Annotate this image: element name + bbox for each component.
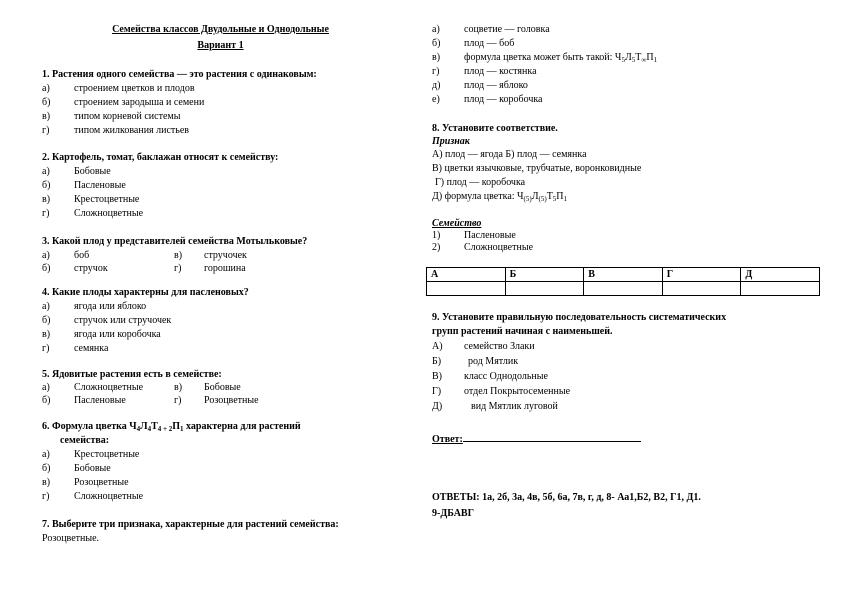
question-7-family: Розоцветные.	[42, 533, 100, 544]
answer-label: Ответ:	[432, 434, 463, 445]
answers-key-line: 9-ДБАВГ	[432, 508, 474, 519]
option: г) плод — костянка	[432, 66, 537, 77]
answers-key-line: ОТВЕТЫ: 1а, 2б, 3а, 4в, 5б, 6а, 7в, г, д, 8- Аа1,Б2, В2, Г1, Д1.	[432, 492, 701, 503]
question-3: 3. Какой плод у представителей семейства Мотыльковые?	[42, 236, 308, 247]
option: в) формула цветка может быть такой: $Ч_5Л_5Т_\infty П_1$	[432, 52, 658, 64]
table-answer-cell[interactable]	[427, 282, 506, 296]
question-9: 9. Установите правильную последовательность систематических	[432, 312, 727, 323]
table-answer-row	[427, 282, 820, 296]
option: а) Бобовые	[42, 166, 111, 177]
option: а) соцветие — головка	[432, 24, 550, 35]
answer-table	[426, 267, 820, 296]
option: в) Розоцветные	[42, 477, 129, 488]
family-item: 1) Пасленовые	[432, 230, 516, 241]
table-header-cell: Д	[741, 268, 820, 282]
option: е) плод — коробочка	[432, 94, 543, 105]
answer-line[interactable]	[463, 431, 641, 442]
feature-label: Признак	[432, 136, 470, 147]
table-header-row	[427, 268, 820, 282]
question-8: 8. Установите соответствие.	[432, 123, 558, 134]
worksheet-variant: Вариант 1	[197, 40, 244, 51]
option-row: а) боб в) стручочек	[42, 250, 247, 261]
option: г) Сложноцветные	[42, 208, 144, 219]
option: в) Крестоцветные	[42, 194, 140, 205]
feature-line: Д) формула цветка: $Ч_{(5)}Л_{(5)}Т_5П_1$	[432, 191, 568, 203]
option: В) класс Однодольные	[432, 371, 548, 382]
table-answer-cell[interactable]	[741, 282, 820, 296]
option: в) ягода или коробочка	[42, 329, 161, 340]
option: в) типом корневой системы	[42, 111, 181, 122]
option-row: б) стручок г) горошина	[42, 263, 246, 274]
option: А) семейство Злаки	[432, 341, 535, 352]
question-9-cont: групп растений начиная с наименьшей.	[432, 326, 613, 337]
option: Б) род Мятлик	[432, 356, 519, 367]
option: а) ягода или яблоко	[42, 301, 147, 312]
question-6: 6. Формула цветка $Ч_4Л_4Т_{4 + 2}П_1$ характерна для растений	[42, 421, 301, 433]
question-2: 2. Картофель, томат, баклажан относят к семейству:	[42, 152, 279, 163]
family-label: Семейство	[432, 218, 482, 229]
option: Г) отдел Покрытосеменные	[432, 386, 571, 397]
option-row: б) Пасленовые г) Розоцветные	[42, 395, 259, 406]
option: Д) вид Мятлик луговой	[432, 401, 558, 412]
feature-line: А) плод — ягода Б) плод — семянка	[432, 149, 587, 160]
option: б) стручок или стручочек	[42, 315, 172, 326]
option: б) Пасленовые	[42, 180, 126, 191]
feature-line: В) цветки язычковые, трубчатые, воронковидные	[432, 163, 642, 174]
option: а) Крестоцветные	[42, 449, 140, 460]
option: а) строением цветков и плодов	[42, 83, 195, 94]
option-row: а) Сложноцветные в) Бобовые	[42, 382, 241, 393]
table-header-cell: В	[584, 268, 663, 282]
table-header-cell: А	[427, 268, 506, 282]
question-4: 4. Какие плоды характерны для пасленовых?	[42, 287, 249, 298]
table-answer-cell[interactable]	[505, 282, 584, 296]
table-answer-cell[interactable]	[584, 282, 663, 296]
question-7: 7. Выберите три признака, характерные для растений семейства:	[42, 519, 339, 530]
family-item: 2) Сложноцветные	[432, 242, 534, 253]
option: д) плод — яблоко	[432, 80, 528, 91]
feature-line: Г) плод — коробочка	[435, 177, 526, 188]
question-5: 5. Ядовитые растения есть в семействе:	[42, 369, 222, 380]
table-header-cell: Б	[505, 268, 584, 282]
option: б) строением зародыша и семени	[42, 97, 205, 108]
option: г) семянка	[42, 343, 109, 354]
option: б) Бобовые	[42, 463, 111, 474]
option: б) плод — боб	[432, 38, 515, 49]
answer-field	[432, 431, 641, 446]
option: г) Сложноцветные	[42, 491, 144, 502]
worksheet-title: Семейства классов Двудольные и Однодольные	[112, 24, 329, 35]
table-header-cell: Г	[662, 268, 741, 282]
option: г) типом жилкования листьев	[42, 125, 190, 136]
question-6-cont: семейства:	[60, 435, 110, 446]
question-1: 1. Растения одного семейства — это растения с одинаковым:	[42, 69, 317, 80]
table-answer-cell[interactable]	[662, 282, 741, 296]
